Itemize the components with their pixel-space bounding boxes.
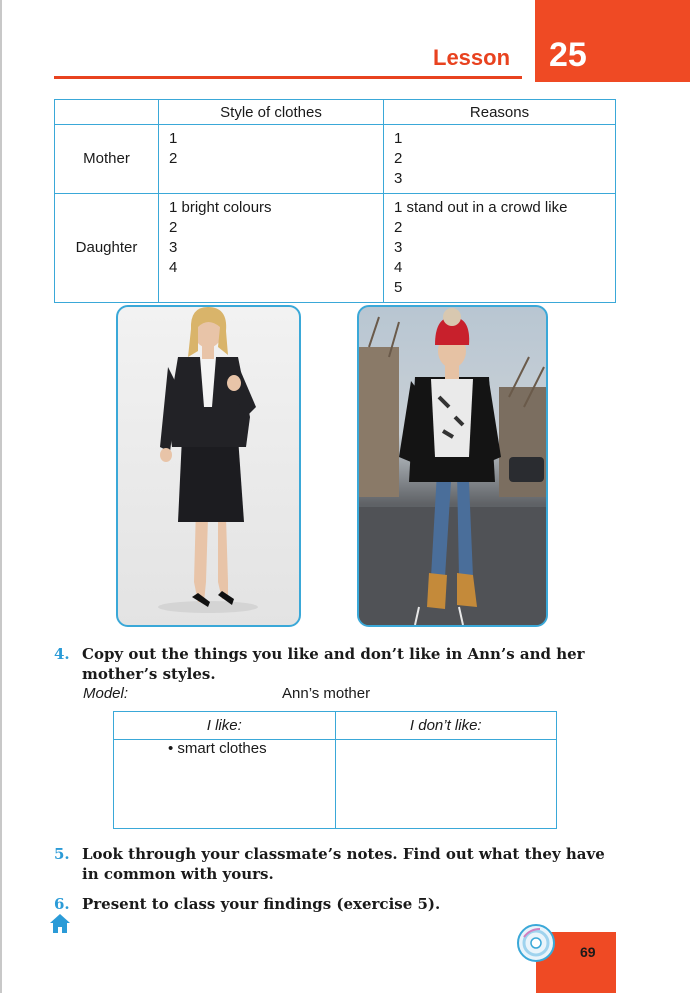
cd-icon (516, 923, 556, 963)
exercise-6 (54, 894, 634, 914)
reason-line: 4 (394, 259, 403, 276)
likes-table (113, 711, 557, 829)
lesson-number-badge (535, 0, 690, 82)
style-line: 1 bright colours (169, 199, 272, 216)
reason-line: 1 stand out in a crowd like (394, 199, 568, 216)
dislike-header: I don’t like: (335, 712, 557, 740)
exercise-text: Copy out the things you like and don’t like in Ann’s and her mother’s styles. (82, 645, 585, 683)
style-table (54, 99, 616, 303)
page-number: 69 (580, 944, 596, 960)
table-row-daughter (55, 194, 616, 303)
reason-line: 1 (394, 130, 403, 147)
likes-table-header-row (114, 712, 557, 740)
page-edge (0, 0, 2, 993)
model-label: Model: (83, 685, 129, 702)
street-style-illustration (359, 307, 546, 625)
exercise-number: 4. (54, 645, 70, 663)
styles-cell (159, 125, 384, 194)
style-table-header-empty (55, 100, 159, 125)
exercise-4 (54, 644, 634, 684)
model-subject: Ann’s mother (282, 685, 371, 702)
likes-table-body-row (114, 740, 557, 829)
exercise-text: Present to class your findings (exercise 5). (82, 895, 441, 913)
reasons-cell (384, 194, 616, 303)
style-line: 3 (169, 239, 178, 256)
style-line: 4 (169, 259, 178, 276)
lesson-title: Lesson (433, 45, 511, 70)
reason-line: 2 (394, 219, 403, 236)
dislike-cell (335, 740, 557, 829)
exercise-number: 5. (54, 845, 70, 863)
daughter-photo (357, 305, 548, 627)
style-table-header-row (55, 100, 616, 125)
mother-photo (116, 305, 301, 627)
reason-line: 5 (394, 279, 403, 296)
styles-cell (159, 194, 384, 303)
like-header: I like: (114, 712, 336, 740)
exercise-5 (54, 844, 634, 884)
reason-line: 3 (394, 170, 403, 187)
reason-line: 3 (394, 239, 403, 256)
style-line: 1 (169, 130, 178, 147)
style-line: 2 (169, 150, 178, 167)
style-table-header-reasons: Reasons (384, 100, 616, 125)
lesson-number: 25 (549, 36, 587, 74)
style-table-header-style: Style of clothes (159, 100, 384, 125)
reasons-cell (384, 125, 616, 194)
style-line: 2 (169, 219, 178, 236)
like-cell (114, 740, 336, 829)
table-row-mother (55, 125, 616, 194)
person-cell: Mother (55, 125, 159, 194)
exercise-number: 6. (54, 895, 70, 913)
person-cell: Daughter (55, 194, 159, 303)
reason-line: 2 (394, 150, 403, 167)
header-rule (54, 76, 522, 79)
like-item: • smart clothes (168, 740, 267, 757)
home-icon (49, 912, 71, 934)
exercise-text: Look through your classmate’s notes. Find out what they have in common with yours. (82, 845, 605, 883)
businesswoman-illustration (118, 307, 299, 625)
